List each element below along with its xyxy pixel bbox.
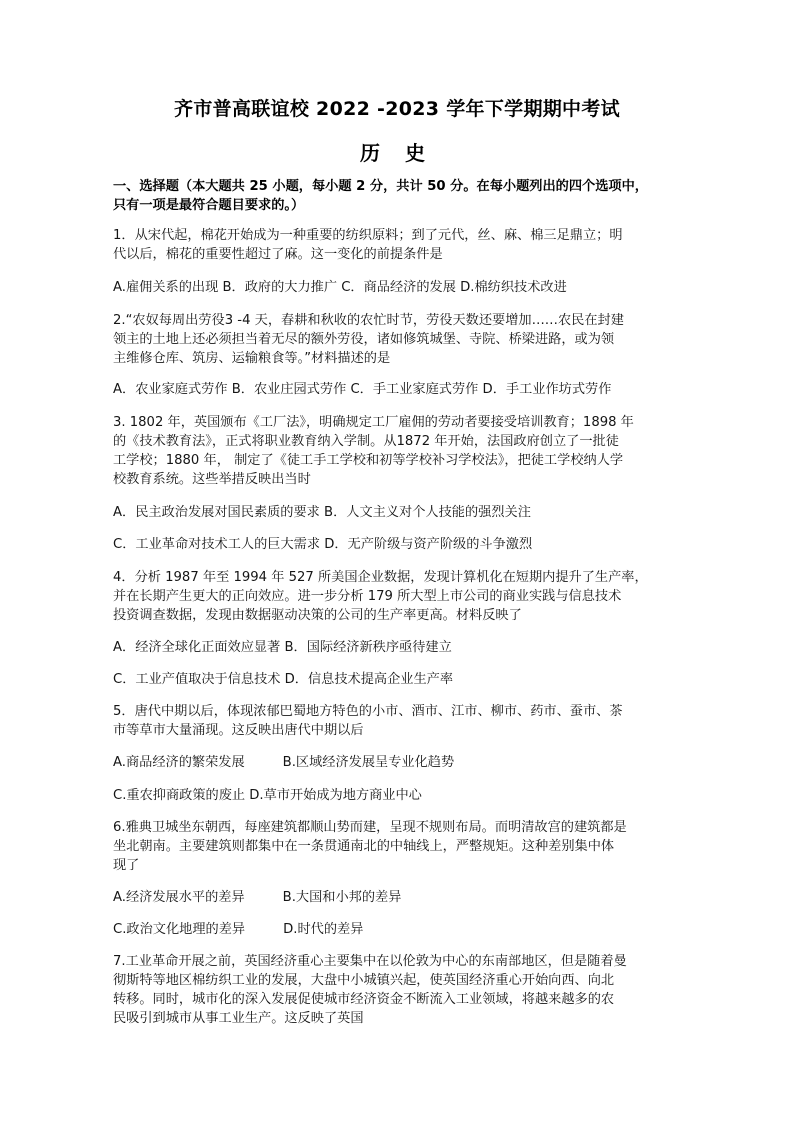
question-1-stem: 代以后，棉花的重要性超过了麻。这一变化的前提条件是 xyxy=(113,247,443,262)
question-4-stem: 并在长期产生更大的正向效应。进一步分析 179 所大型上市公司的商业实践与信息技术 xyxy=(113,589,622,604)
question-2-stem: 2.“农奴每周出劳役3 -4 天，春耕和秋收的农忙时节，劳役天数还要增加……农民在封建 xyxy=(113,313,624,328)
question-2-stem: 领主的土地上还必须担当着无尽的额外劳役，诸如修筑城堡、寺院、桥梁进路，或为领 xyxy=(113,332,615,347)
section-instruction: 一、选择题（本大题共 25 小题，每小题 2 分，共计 50 分。在每小题列出的四个选项中， xyxy=(113,179,648,194)
question-1-stem: 1．从宋代起，棉花开始成为一种重要的纺织原料；到了元代，丝、麻、棉三足鼎立；明 xyxy=(113,228,623,243)
question-3-stem: 工学校；1880 年， 制定了《徒工手工学校和初等学校补习学校法》，把徒工学校纳人学 xyxy=(113,453,624,468)
question-3-stem: 3. 1802 年，英国颁布《工厂法》，明确规定工厂雇佣的劳动者要接受培训教育；1898 年 xyxy=(113,415,634,430)
question-3-options: C．工业革命对技术工人的巨大需求 D．无产阶级与资产阶级的斗争激烈 xyxy=(113,537,533,552)
option-b: B.区域经济发展呈专业化趋势 xyxy=(282,755,455,770)
question-3-options: A．民主政治发展对国民素质的要求 B．人文主义对个人技能的强烈关注 xyxy=(113,505,531,520)
question-6-stem: 现了 xyxy=(113,858,140,873)
question-7-stem: 7.工业革命开展之前，英国经济重心主要集中在以伦敦为中心的东南部地区，但是随着曼 xyxy=(113,954,627,969)
subject-title: 历 史 xyxy=(360,141,434,165)
question-4-stem: 4．分析 1987 年至 1994 年 527 所美国企业数据，发现计算机化在短期内提升了生产率， xyxy=(113,570,648,585)
option-a: A.商品经济的繁荣发展 xyxy=(113,755,245,770)
option-c: C.政治文化地理的差异 xyxy=(113,922,246,937)
question-7-stem: 民吸引到城市从事工业生产。这反映了英国 xyxy=(113,1011,364,1026)
question-2-stem: 主维修仓库、筑房、运输粮食等。”材料描述的是 xyxy=(113,351,391,366)
question-5-stem: 5．唐代中期以后，体现浓郁巴蜀地方特色的小市、酒市、江市、柳市、药市、蚕市、茶 xyxy=(113,704,623,719)
question-1-options: A.雇佣关系的出现 B．政府的大力推广 C．商品经济的发展 D.棉纺织技术改进 xyxy=(113,280,567,295)
exam-title: 齐市普高联谊校 2022 -2023 学年下学期期中考试 xyxy=(174,98,620,120)
question-6-options xyxy=(113,921,363,939)
option-b: B.大国和小邦的差异 xyxy=(282,890,402,905)
question-4-options: C．工业产值取决于信息技术 D．信息技术提高企业生产率 xyxy=(113,672,454,687)
question-4-stem: 投资调查数据，发现由数据驱动决策的公司的生产率更高。材料反映了 xyxy=(113,608,522,623)
question-5-options xyxy=(113,754,454,772)
question-4-options: A．经济全球化正面效应显著 B．国际经济新秩序亟待建立 xyxy=(113,640,452,655)
question-5-stem: 市等草市大量涌现。这反映出唐代中期以后 xyxy=(113,723,364,738)
question-7-stem: 转移。同时，城市化的深入发展促使城市经济资金不断流入工业领域，将越来越多的农 xyxy=(113,992,615,1007)
question-5-options: C.重农抑商政策的废止 D.草市开始成为地方商业中心 xyxy=(113,788,422,803)
question-3-stem: 校教育系统。这些举措反映出当时 xyxy=(113,472,311,487)
option-a: A.经济发展水平的差异 xyxy=(113,890,245,905)
question-6-stem: 坐北朝南。主要建筑则都集中在一条贯通南北的中轴线上，严整规矩。这种差别集中体 xyxy=(113,839,615,854)
section-instruction: 只有一项是最符合题目要求的。） xyxy=(113,198,305,213)
question-2-options: A．农业家庭式劳作 B．农业庄园式劳作 C．手工业家庭式劳作 D．手工业作坊式劳作 xyxy=(113,382,612,397)
question-6-stem: 6.雅典卫城坐东朝西，每座建筑都顺山势而建，呈现不规则布局。而明清故宫的建筑都是 xyxy=(113,820,627,835)
question-6-options xyxy=(113,889,401,907)
option-d: D.时代的差异 xyxy=(283,922,364,937)
question-3-stem: 的《技术教育法》，正式将职业教育纳入学制。从1872 年开始，法国政府创立了一批徒 xyxy=(113,434,619,449)
question-7-stem: 彻斯特等地区棉纺织工业的发展，大盘中小城镇兴起，使英国经济重心开始向西、向北 xyxy=(113,973,615,988)
